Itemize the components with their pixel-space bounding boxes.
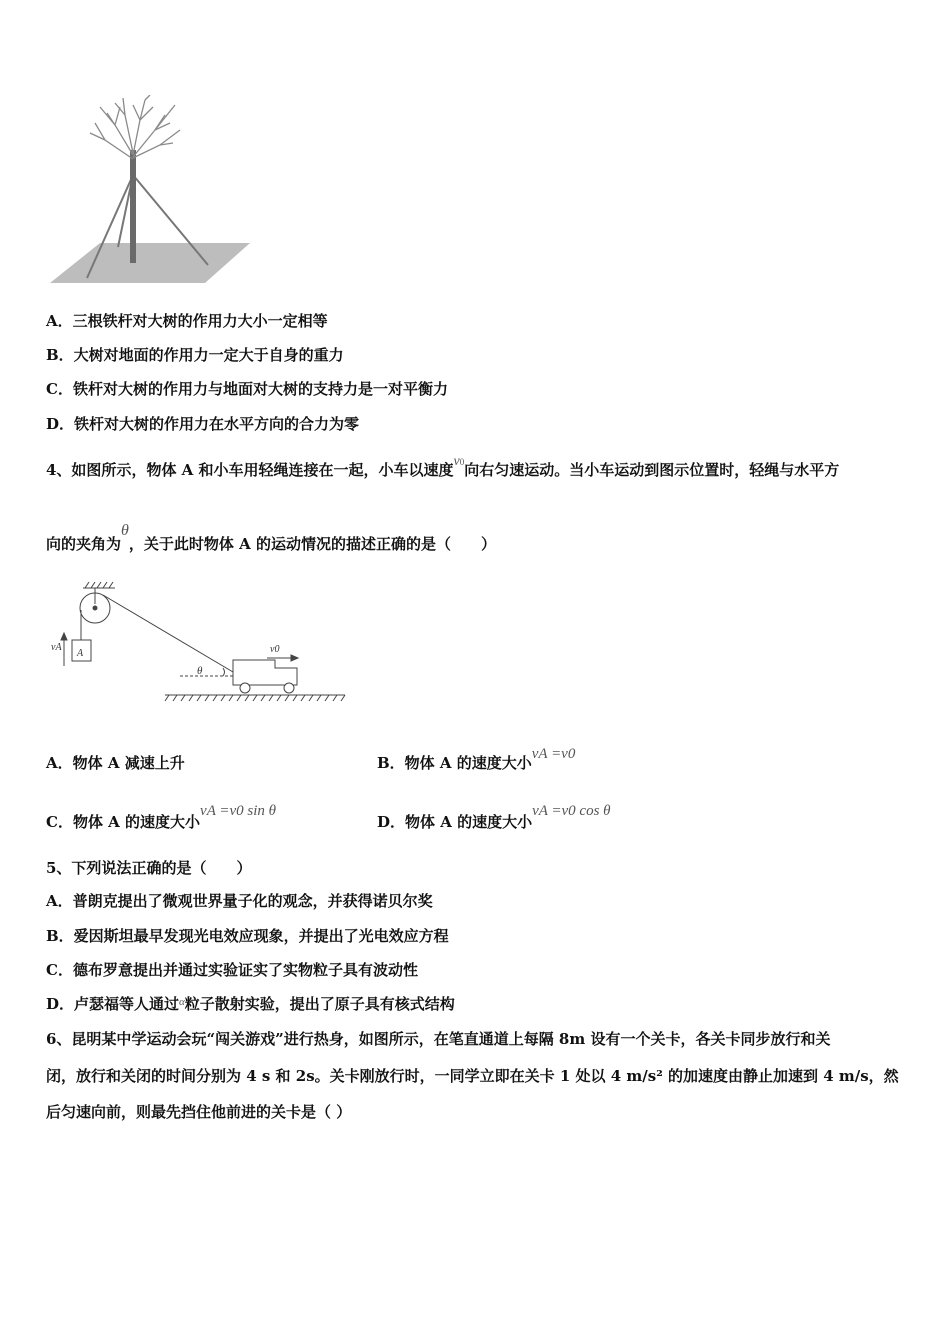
- q6-stem-line2: 闭，放行和关闭的时间分别为 4 s 和 2s。关卡刚放行时，一同学立即在关卡 1 处以 4 m/s² 的加速度由静止加速到 4 m/s，然: [46, 1067, 899, 1085]
- v0-symbol: [454, 454, 465, 469]
- q5-option-a: A．普朗克提出了微观世界量子化的观念，并获得诺贝尔奖: [46, 892, 433, 910]
- cart-body: [233, 660, 297, 685]
- q4-stem-line1: [46, 454, 840, 482]
- label-va: vA: [51, 642, 62, 653]
- formula-b: vA =v0: [531, 746, 576, 762]
- q3-option-c: C．铁杆对大树的作用力与地面对大树的支持力是一对平衡力: [46, 380, 448, 398]
- q6-stem-line1: 6、昆明某中学运动会玩“闯关游戏”进行热身，如图所示，在笔直通道上每隔 8m 设有一个关卡，各关卡同步放行和关: [46, 1030, 831, 1048]
- q5-option-b: B．爱因斯坦最早发现光电效应现象，并提出了光电效应方程: [46, 927, 449, 945]
- q5-option-d-text-b: 粒子散射实验，提出了原子具有核式结构: [184, 995, 455, 1013]
- tree-branches: [90, 95, 180, 159]
- q4-option-c-text: C．物体 A 的速度大小: [46, 813, 201, 831]
- q4-option-d-text: D．物体 A 的速度大小: [377, 813, 533, 831]
- theta-symbol: θ: [121, 522, 129, 539]
- cart-wheel-left: [240, 683, 250, 693]
- label-theta: θ: [197, 665, 203, 677]
- q3-option-d: D．铁杆对大树的作用力在水平方向的合力为零: [46, 415, 360, 433]
- q4-text-2a: 向的夹角为: [46, 535, 122, 553]
- q5-option-d-text-a: D．卢瑟福等人通过: [46, 995, 180, 1013]
- rope: [103, 595, 233, 672]
- q4-option-a: A．物体 A 减速上升: [46, 754, 185, 772]
- formula-c: vA =v0 sin θ: [200, 803, 276, 819]
- q4-text-1b: 向右匀速运动。当小车运动到图示位置时，轻绳与水平方: [464, 461, 840, 479]
- q4-stem-line2: [46, 522, 496, 555]
- q4-text-2b: ，关于此时物体 A 的运动情况的描述正确的是（ ）: [128, 535, 496, 553]
- label-v0: v0: [270, 644, 280, 655]
- pulley-cart-figure: [45, 578, 355, 708]
- ground-plane: [50, 243, 250, 283]
- q6-stem-line3: 后匀速向前，则最先挡住他前进的关卡是（ ）: [46, 1103, 352, 1121]
- q5-stem: 5、下列说法正确的是（ ）: [46, 859, 252, 877]
- q4-option-b: [377, 746, 576, 774]
- label-a: A: [77, 648, 84, 659]
- q5-option-c: C．德布罗意提出并通过实验证实了实物粒子具有波动性: [46, 961, 418, 979]
- q4-text-1a: 4、如图所示，物体 A 和小车用轻绳连接在一起，小车以速度: [46, 461, 454, 479]
- formula-d: vA =v0 cos θ: [532, 803, 611, 819]
- q3-option-a: A．三根铁杆对大树的作用力大小一定相等: [46, 312, 328, 330]
- alpha-symbol: α: [179, 996, 185, 1008]
- tree-figure: [45, 95, 255, 290]
- q4-option-c: [46, 803, 276, 833]
- q5-option-d: [46, 994, 455, 1016]
- cart-wheel-right: [284, 683, 294, 693]
- q3-option-b: B．大树对地面的作用力一定大于自身的重力: [46, 346, 344, 364]
- v0-letter: v: [453, 454, 460, 469]
- q4-option-b-text: B．物体 A 的速度大小: [377, 754, 532, 772]
- v0-subscript: 0: [459, 457, 465, 467]
- q4-option-d: [377, 803, 611, 833]
